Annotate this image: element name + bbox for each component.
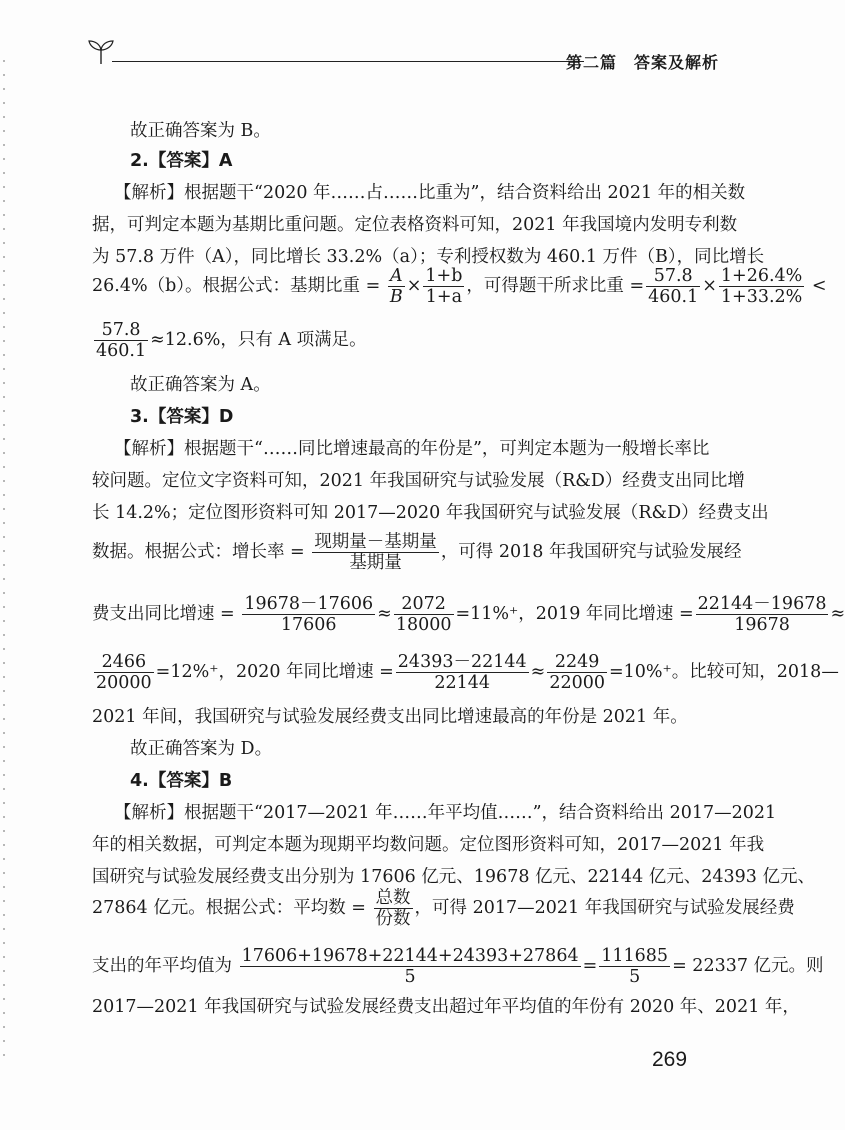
text-line: 故正确答案为 D。 (130, 739, 273, 759)
numerator: 57.8 (94, 320, 148, 341)
denominator: 18000 (395, 615, 452, 635)
numerator: 24393－22144 (397, 652, 527, 672)
denominator: 22144 (434, 673, 491, 693)
fraction (696, 594, 829, 635)
text-span: ，可得题干所求比重 = (466, 276, 645, 296)
text-line: 【解析】根据题干“……同比增速最高的年份是”，可判定本题为一般增长率比 (114, 439, 710, 459)
page-number: 269 (652, 1048, 688, 1071)
text-span: =12%⁺，2020 年同比增速 = (155, 662, 394, 682)
fraction (646, 266, 700, 307)
text-line: 为 57.8 万件（A），同比增长 33.2%（a）；专利授权数为 460.1 万件（B），同比增长 (92, 247, 765, 267)
denominator: 基期量 (349, 553, 402, 573)
denominator: 19678 (734, 615, 790, 635)
numerator: 19678－17606 (244, 594, 374, 614)
denominator: 5 (629, 967, 641, 987)
header-rule (112, 61, 584, 62)
numerator: 111685 (601, 946, 669, 966)
fraction (388, 266, 405, 307)
fraction (94, 652, 154, 693)
denominator: 1+a (425, 287, 463, 307)
text-span: = 22337 亿元。则 (672, 956, 824, 976)
numerator: 2466 (94, 652, 154, 673)
formula-line (92, 532, 741, 573)
fraction (423, 266, 464, 307)
text-line: 【解析】根据题干“2017—2021 年……年平均值……”，结合资料给出 2017—2021 (114, 803, 777, 823)
fraction (240, 946, 581, 987)
running-head: 第二篇 答案及解析 (566, 53, 720, 72)
denominator: 22000 (549, 673, 605, 693)
text-span: ，可得 2017—2021 年我国研究与试验发展经费 (414, 898, 795, 918)
text-line: 【解析】根据题干“2020 年……占……比重为”，结合资料给出 2021 年的相关数 (114, 183, 746, 203)
text-line: 故正确答案为 A。 (130, 375, 271, 395)
formula-line: 26.4%（b）。根据公式：基期比重 = $\frac{A}{B}$ × $\frac{1+b}{1+a}$ ，可得题干所求比重 = $\frac{57.8}{460.1}$ × $\frac{1+26.4\%}{1+33.2\%}$ < (92, 266, 827, 307)
text-span: 数据。根据公式：增长率 = (92, 542, 305, 562)
fraction (312, 532, 439, 573)
text-line: 2017—2021 年我国研究与试验发展经费支出超过年平均值的年份有 2020 年、2021 年， (92, 997, 800, 1017)
numerator: A (388, 266, 405, 287)
text-span: =11%⁺，2019 年同比增速 = (455, 604, 694, 624)
text-span: < (811, 276, 827, 296)
numerator: 17606+19678+22144+24393+27864 (241, 946, 579, 966)
formula-line: 支出的年平均值为 $\frac{17606+19678+22144+24393+27864}{5}$ = $\frac{111685}{5}$ = 22337 亿元。则 (92, 946, 824, 987)
answer-heading-2: 2.【答案】A (130, 151, 233, 171)
text-line: 据，可判定本题为基期比重问题。定位表格资料可知，2021 年我国境内发明专利数 (92, 215, 738, 235)
denominator: 460.1 (96, 341, 147, 361)
fraction (94, 320, 148, 361)
formula-line (92, 320, 367, 361)
text-span: 27864 亿元。根据公式：平均数 = (92, 898, 366, 918)
numerator: 现期量－基期量 (314, 532, 437, 552)
formula-line: 费支出同比增速 = $\frac{19678-17606}{17606}$ ≈ $\frac{2072}{18000}$ =11%⁺，2019 年同比增速 = $\frac{22144-19678}{19678}$ ≈ (92, 594, 845, 635)
fraction (242, 594, 375, 635)
fraction (719, 266, 804, 307)
denominator: 份数 (375, 909, 411, 929)
numerator: 总数 (375, 888, 411, 908)
text-span: =10%⁺。比较可知，2018— (608, 662, 839, 682)
denominator: 1+33.2% (720, 287, 803, 307)
text-span: ≈12.6%，只有 A 项满足。 (150, 330, 367, 350)
text-line: 国研究与试验发展经费支出分别为 17606 亿元、19678 亿元、22144 亿元、24393 亿元、 (92, 867, 815, 887)
answer-heading-3: 3.【答案】D (130, 407, 234, 427)
numerator: 22144－19678 (697, 594, 827, 614)
text-line: 长 14.2%；定位图形资料可知 2017—2020 年我国研究与试验发展（R&D）经费支出 (92, 503, 769, 523)
denominator: 460.1 (648, 287, 699, 307)
text-span: 支出的年平均值为 (92, 956, 232, 976)
denominator: B (389, 287, 403, 307)
denominator: 5 (404, 967, 416, 987)
text-line: 较问题。定位文字资料可知，2021 年我国研究与试验发展（R&D）经费支出同比增 (92, 471, 745, 491)
text-line: 年的相关数据，可判定本题为现期平均数问题。定位图形资料可知，2017—2021 年我 (92, 835, 765, 855)
text-span: 费支出同比增速 = (92, 604, 235, 624)
numerator: 57.8 (646, 266, 700, 287)
text-span: ，可得 2018 年我国研究与试验发展经 (440, 542, 742, 562)
numerator: 2072 (394, 594, 454, 615)
denominator: 17606 (280, 615, 337, 635)
binding-edge-dots (3, 60, 5, 1060)
text-span: 26.4%（b）。根据公式：基期比重 = (92, 276, 381, 296)
fraction (547, 652, 607, 693)
fraction (396, 652, 529, 693)
formula-line (92, 888, 795, 929)
fraction (599, 946, 670, 987)
numerator: 1+26.4% (720, 266, 803, 286)
fraction (394, 594, 454, 635)
denominator: 20000 (96, 673, 152, 693)
text-line: 2021 年间，我国研究与试验发展经费支出同比增速最高的年份是 2021 年。 (92, 707, 688, 727)
numerator: 1+b (425, 266, 463, 286)
fraction (374, 888, 413, 929)
numerator: 2249 (547, 652, 607, 673)
answer-heading-4: 4.【答案】B (130, 771, 233, 791)
formula-line: $\frac{2466}{20000}$ =12%⁺，2020 年同比增速 = $\frac{24393-22144}{22144}$ ≈ $\frac{2249}{22000}$ =10%⁺。比较可知，2018— (96, 652, 839, 693)
text-line: 故正确答案为 B。 (130, 121, 271, 141)
